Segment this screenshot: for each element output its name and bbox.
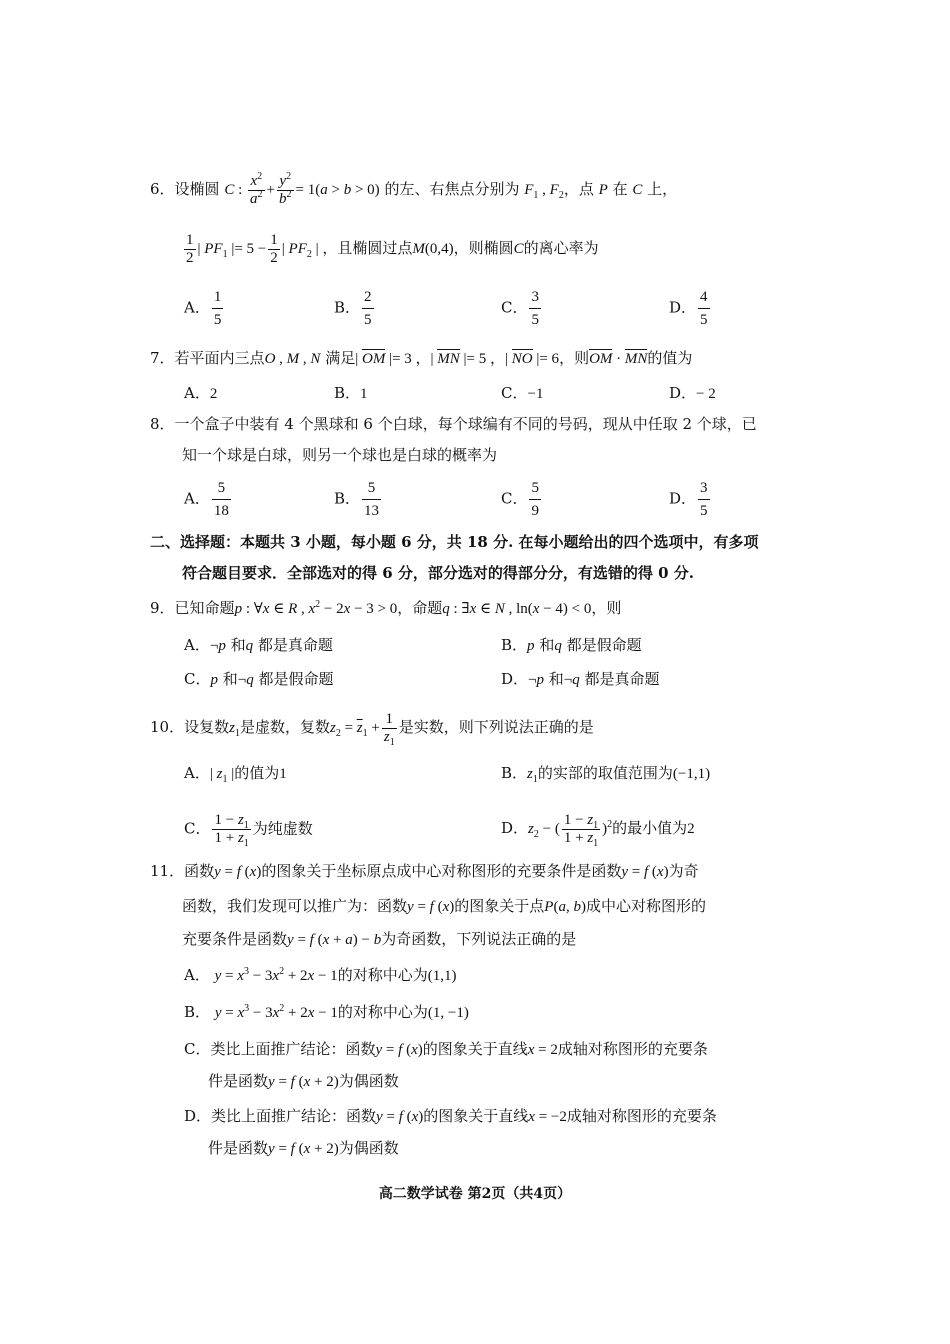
page-footer: 高二数学试卷 第2页（共4页） <box>378 1186 572 1202</box>
section2-heading-line2: 符合题目要求．全部选对的得 6 分，部分选对的得部分分，有选错的得 0 分. <box>182 564 694 582</box>
q7-line1: 7．若平面内三点O , M , N 满足| OM |= 3 ，| MN |= 5 ，| NO |= 6，则OM · MN的值为 <box>150 349 693 367</box>
q9-option-c: C．p 和¬q 都是假命题 <box>184 670 334 688</box>
q10-option-d: D．$z_2$ − ( $\frac{1 - z_1}{1 + z_1}$ )$^2$的最小值为2 <box>501 812 695 849</box>
q11-line2: 函数，我们发现可以推广为：函数y = f (x)的图象关于点P(a, b)成中心对称图形的 <box>182 897 706 915</box>
q6-option-a: A． $\frac{1}{5}$ <box>184 286 225 331</box>
q8-option-b: B． $\frac{5}{13}$ <box>334 477 383 522</box>
q9-option-b: B．p 和q 都是假命题 <box>501 636 642 654</box>
q11-line1: 11．函数y = f (x)的图象关于坐标原点成中心对称图形的充要条件是函数y = f (x)为奇 <box>150 862 699 880</box>
q8-option-d: D． $\frac{3}{5}$ <box>669 477 712 522</box>
q8-line1: 8．一个盒子中装有 4 个黑球和 6 个白球，每个球编有不同的号码，现从中任取 2 个球，已 <box>150 415 757 433</box>
q6-option-d: D． $\frac{4}{5}$ <box>669 286 712 331</box>
q11-option-d-line2: 件是函数y = f (x + 2)为偶函数 <box>208 1139 399 1157</box>
q8-line2: 知一个球是白球，则另一个球也是白球的概率为 <box>182 446 498 464</box>
q8-option-c: C． $\frac{5}{9}$ <box>501 477 543 522</box>
q11-option-d-line1: D．类比上面推广结论：函数y = f (x)的图象关于直线x = −2成轴对称图形的充要条 <box>184 1107 717 1125</box>
q9-line1: 9．已知命题p : ∀x ∈ R , $x^2 - 2x - 3 > 0$，命题q : ∃x ∈ N , ln(x − 4) < 0，则 <box>150 599 622 617</box>
q6-line1: 6．设椭圆 C : $\frac{x^2}{a^2}$ + $\frac{y^2}{b^2}$ = 1(a > b > 0) 的左、右焦点分别为 $F_1$ , $F_2$，点 P 在 C 上， <box>150 171 678 207</box>
q7-number: 7． <box>150 349 175 367</box>
q7-option-c: C．−1 <box>501 384 544 402</box>
q10-option-a: A．| $z_1$ |的值为1 <box>184 764 287 785</box>
q10-option-b: B．$z_1$的实部的取值范围为(−1,1) <box>501 764 711 785</box>
q9-option-a: A．¬p 和q 都是真命题 <box>184 636 333 654</box>
q6-line2: $\frac{1}{2}$ | $PF_1$ |= 5 − $\frac{1}{2}$ | $PF_2$ | ，且椭圆过点M(0,4)，则椭圆C的离心率为 <box>186 232 599 266</box>
q10-option-c: C． $\frac{1 - z_1}{1 + z_1}$ 为纯虚数 <box>184 812 313 849</box>
ellipse-equation: C : $\frac{x^2}{a^2}$ + $\frac{y^2}{b^2}$ = 1(a > b > 0) <box>224 171 380 207</box>
q11-option-b: B． $y = x^3 - 3x^2 + 2x - 1$的对称中心为(1, −1) <box>184 1003 469 1021</box>
q11-option-a: A． $y = x^3 - 3x^2 + 2x - 1$的对称中心为(1,1) <box>184 966 457 984</box>
q7-option-b: B．1 <box>334 384 368 402</box>
q9-option-d: D．¬p 和¬q 都是真命题 <box>501 670 660 688</box>
q11-line3: 充要条件是函数y = f (x + a) − b为奇函数，下列说法正确的是 <box>182 930 577 948</box>
q7-option-a: A．2 <box>184 384 218 402</box>
q6-option-c: C． $\frac{3}{5}$ <box>501 286 543 331</box>
q11-option-c-line1: C．类比上面推广结论：函数y = f (x)的图象关于直线x = 2成轴对称图形的充要条 <box>184 1040 708 1058</box>
section2-heading-line1: 二、选择题：本题共 3 小题，每小题 6 分，共 18 分. 在每小题给出的四个选项中，有多项 <box>150 533 759 551</box>
q6-number: 6． <box>150 179 175 198</box>
q6-option-b: B． $\frac{2}{5}$ <box>334 286 376 331</box>
q10-line1: 10．设复数$z_1$是虚数，复数$z_2 = \overline{z}_1$ + $\frac{1}{\overline{z}_1}$ 是实数，则下列说法正确的是 <box>150 711 594 748</box>
q11-option-c-line2: 件是函数y = f (x + 2)为偶函数 <box>208 1072 399 1090</box>
q8-option-a: A． $\frac{5}{18}$ <box>184 477 233 522</box>
q7-option-d: D．− 2 <box>669 384 716 402</box>
